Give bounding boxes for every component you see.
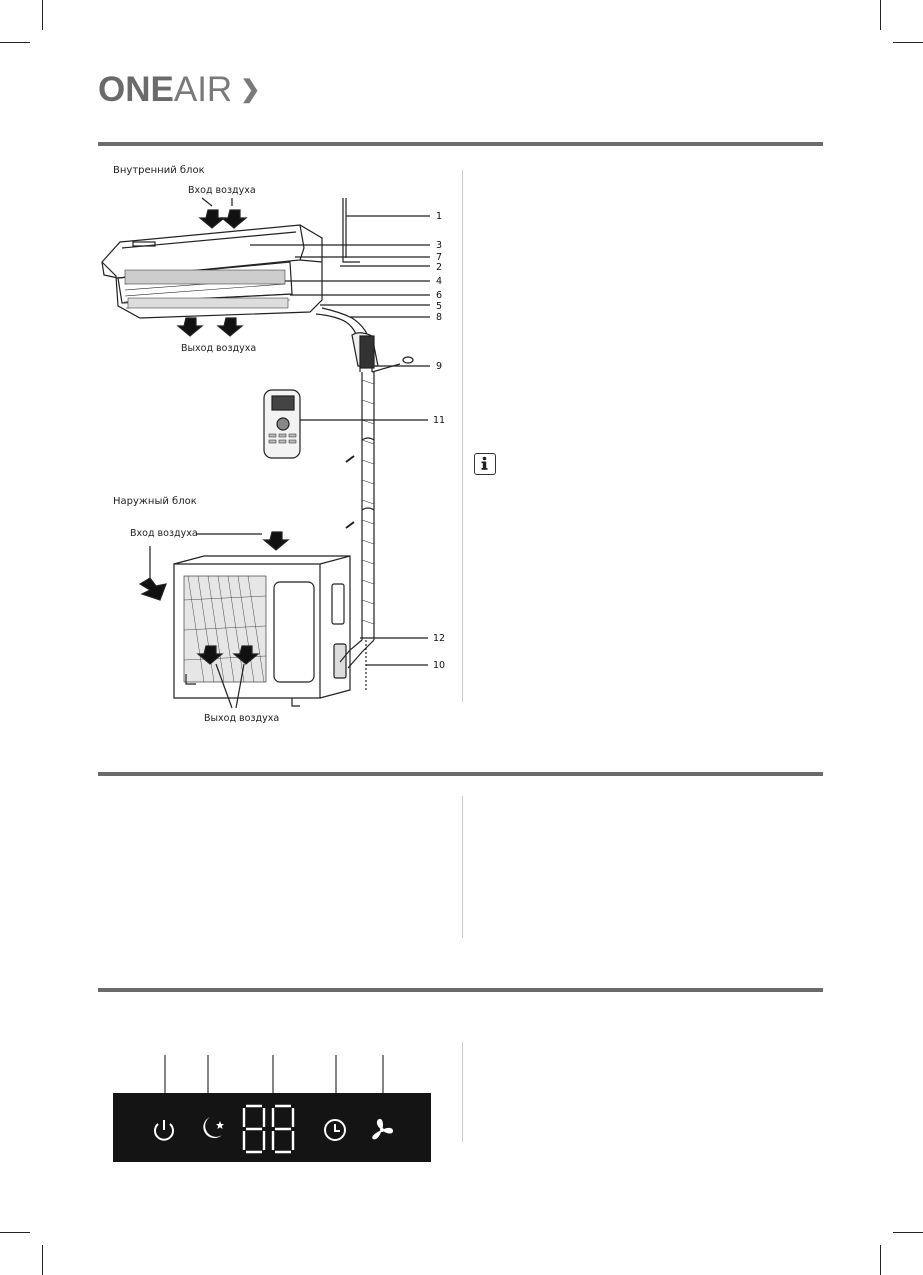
indoor-air-out-label: Выход воздуха	[181, 343, 257, 354]
callout-number: 6	[436, 290, 443, 301]
callout-number: 2	[436, 262, 443, 273]
callout-number: 3	[436, 240, 443, 251]
control-panel	[113, 1093, 431, 1162]
crop-mark	[0, 1232, 30, 1233]
sleep-icon	[196, 1113, 228, 1145]
indoor-unit-title: Внутренний блок	[113, 165, 205, 176]
outdoor-unit-title: Наружный блок	[113, 496, 197, 507]
outdoor-air-out-label: Выход воздуха	[204, 713, 280, 724]
outdoor-air-in-label: Вход воздуха	[130, 528, 198, 539]
callout-number: 5	[436, 301, 443, 312]
crop-mark	[880, 1245, 881, 1275]
section-divider	[98, 772, 823, 776]
brand-bold: ONE	[98, 70, 174, 109]
callout-number: 10	[433, 660, 446, 671]
callout-number: 9	[436, 361, 443, 372]
column-separator	[462, 1042, 463, 1142]
crop-mark	[893, 1232, 923, 1233]
crop-mark	[42, 1245, 43, 1275]
callout-number: 8	[436, 312, 443, 323]
callout-number: 1	[436, 211, 443, 222]
fan-icon	[367, 1115, 397, 1145]
power-icon	[151, 1117, 177, 1143]
section-divider	[98, 988, 823, 992]
callout-number: 11	[433, 415, 446, 426]
chevron-icon: ❯	[240, 76, 261, 103]
callout-number: 7	[436, 252, 443, 263]
callout-number: 4	[436, 276, 443, 287]
display-icon	[241, 1103, 299, 1155]
timer-icon	[321, 1116, 349, 1144]
callout-number: 12	[433, 633, 446, 644]
indoor-air-in-label: Вход воздуха	[188, 185, 256, 196]
brand-light: AIR	[173, 70, 233, 109]
column-separator	[462, 796, 463, 938]
